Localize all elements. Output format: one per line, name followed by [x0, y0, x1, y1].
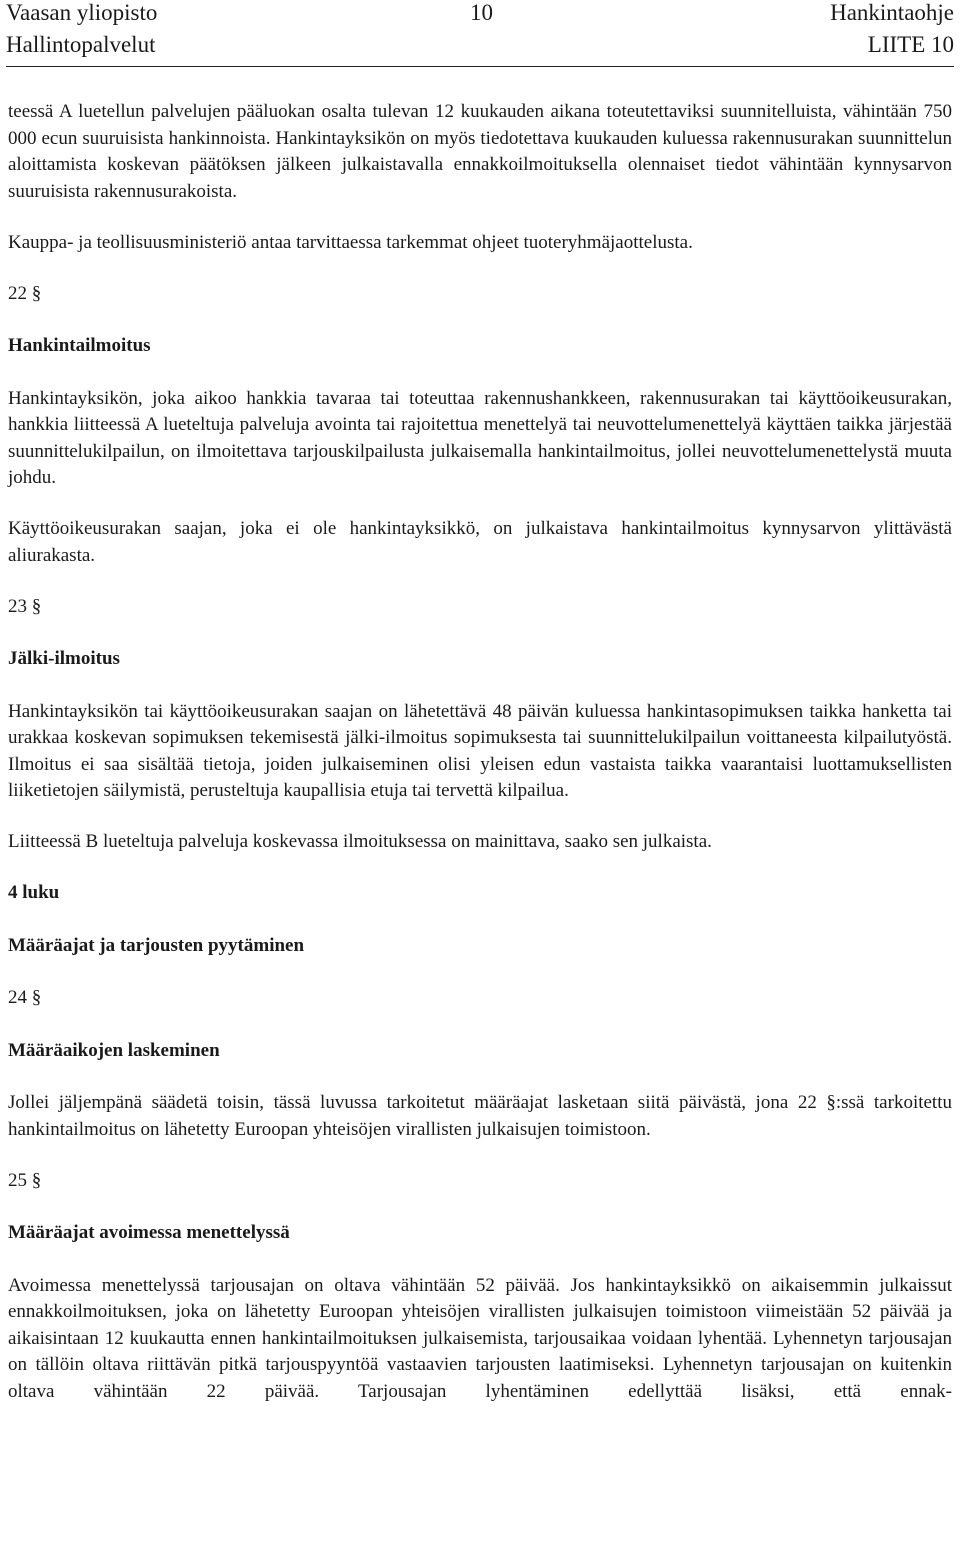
- paragraph: teessä A luetellun palvelujen pääluokan osalta tulevan 12 kuukauden aikana toteutettaviksi suunnitelluista, vähintään 750 000 ecun suuruisista hankinnoista. Hankintayksikön on myös tiedotettava kuukauden kuluessa rakennusurakan suunnittelun aloittamista koskevan päätöksen jälkeen julkaistavalla ennakkoilmoituksella olennaiset tiedot vähintään kynnysarvon suuruisista rakennusurakoista.: [8, 101, 952, 202]
- section-heading: Määräaikojen laskeminen: [8, 1039, 220, 1061]
- section-number: 25 §: [8, 1169, 42, 1191]
- chapter-number: 4 luku: [8, 882, 60, 903]
- section-heading: Hankintailmoitus: [8, 335, 151, 356]
- page-header: [6, 0, 954, 67]
- section-number: 24 §: [8, 987, 42, 1008]
- paragraph: Jollei jäljempänä säädetä toisin, tässä luvussa tarkoitetut määräajat lasketaan siitä päivästä, jona 22 §:ssä tarkoitettu hankintailmoitus on lähetetty Euroopan yhteisöjen virallisten julkaisujen toimistoon.: [8, 1092, 952, 1140]
- header-row-top: [6, 0, 954, 28]
- section-number: 22 §: [8, 282, 42, 304]
- page-number: 10: [470, 0, 493, 25]
- chapter-title: Määräajat ja tarjousten pyytäminen: [8, 934, 305, 956]
- paragraph: Hankintayksikön, joka aikoo hankkia tavaraa tai toteuttaa rakennushankkeen, rakennusurakan tai käyttöoikeusurakan, hankkia liitteessä A lueteltuja palveluja avointa tai rajoitettua menettelyä tai neuvottelumenettelyä käyttäen taikka järjestää suunnittelukilpailun, on ilmoitettava tarjouskilpailusta julkaisemalla hankintailmoitus, jollei neuvottelumenettelystä muuta johdu.: [8, 387, 952, 488]
- university-name: Vaasan yliopisto: [6, 0, 158, 25]
- paragraph: Kauppa- ja teollisuusministeriö antaa tarvittaessa tarkemmat ohjeet tuoteryhmäjaottelusta.: [8, 231, 693, 253]
- paragraph: Hankintayksikön tai käyttöoikeusurakan saajan on lähetettävä 48 päivän kuluessa hankintasopimuksen taikka hanketta tai urakkaa koskevan sopimuksen tekemisestä jälki-ilmoitus sopimuksesta tai suunnittelukilpailun voittaneesta kilpailutyöstä. Ilmoitus ei saa sisältää tietoja, joiden julkaiseminen olisi yleisen edun vastaista taikka vaarantaisi luottamuksellisten liiketietojen säilymistä, perusteltuja kaupallisia etuja tai tervettä kilpailua.: [8, 700, 952, 801]
- paragraph: Liitteessä B lueteltuja palveluja koskevassa ilmoituksessa on mainittava, saako sen julkaista.: [8, 831, 712, 852]
- document-title: Hankintaohje: [830, 0, 954, 25]
- department-name: Hallintopalvelut: [6, 32, 156, 57]
- section-heading: Määräajat avoimessa menettelyssä: [8, 1222, 290, 1243]
- document-body: [8, 99, 952, 1430]
- paragraph: Käyttöoikeusurakan saajan, joka ei ole hankintayksikkö, on julkaistava hankintailmoitus kynnysarvon ylittävästä aliurakasta.: [8, 518, 952, 566]
- appendix-label: LIITE 10: [867, 32, 954, 57]
- header-row-bottom: [6, 30, 954, 60]
- paragraph: Avoimessa menettelyssä tarjousajan on oltava vähintään 52 päivää. Jos hankintayksikkö on aikaisemmin julkaissut ennakkoilmoituksen, joka on lähetetty Euroopan yhteisöjen virallisten julkaisujen toimistoon viimeistään 52 päivää ja aikaisintaan 12 kuukautta ennen hankintailmoituksen julkaisemista, tarjousaikaa voidaan lyhentää. Lyhennetyn tarjousajan on tällöin oltava riittävän pitkä tarjouspyyntöä vastaavien tarjousten laatimiseksi. Lyhennetyn tarjousajan on kuitenkin oltava vähintään 22 päivää. Tarjousajan lyhentäminen edellyttää lisäksi, että ennak-: [8, 1274, 952, 1402]
- section-number: 23 §: [8, 595, 42, 617]
- section-heading: Jälki-ilmoitus: [8, 648, 120, 669]
